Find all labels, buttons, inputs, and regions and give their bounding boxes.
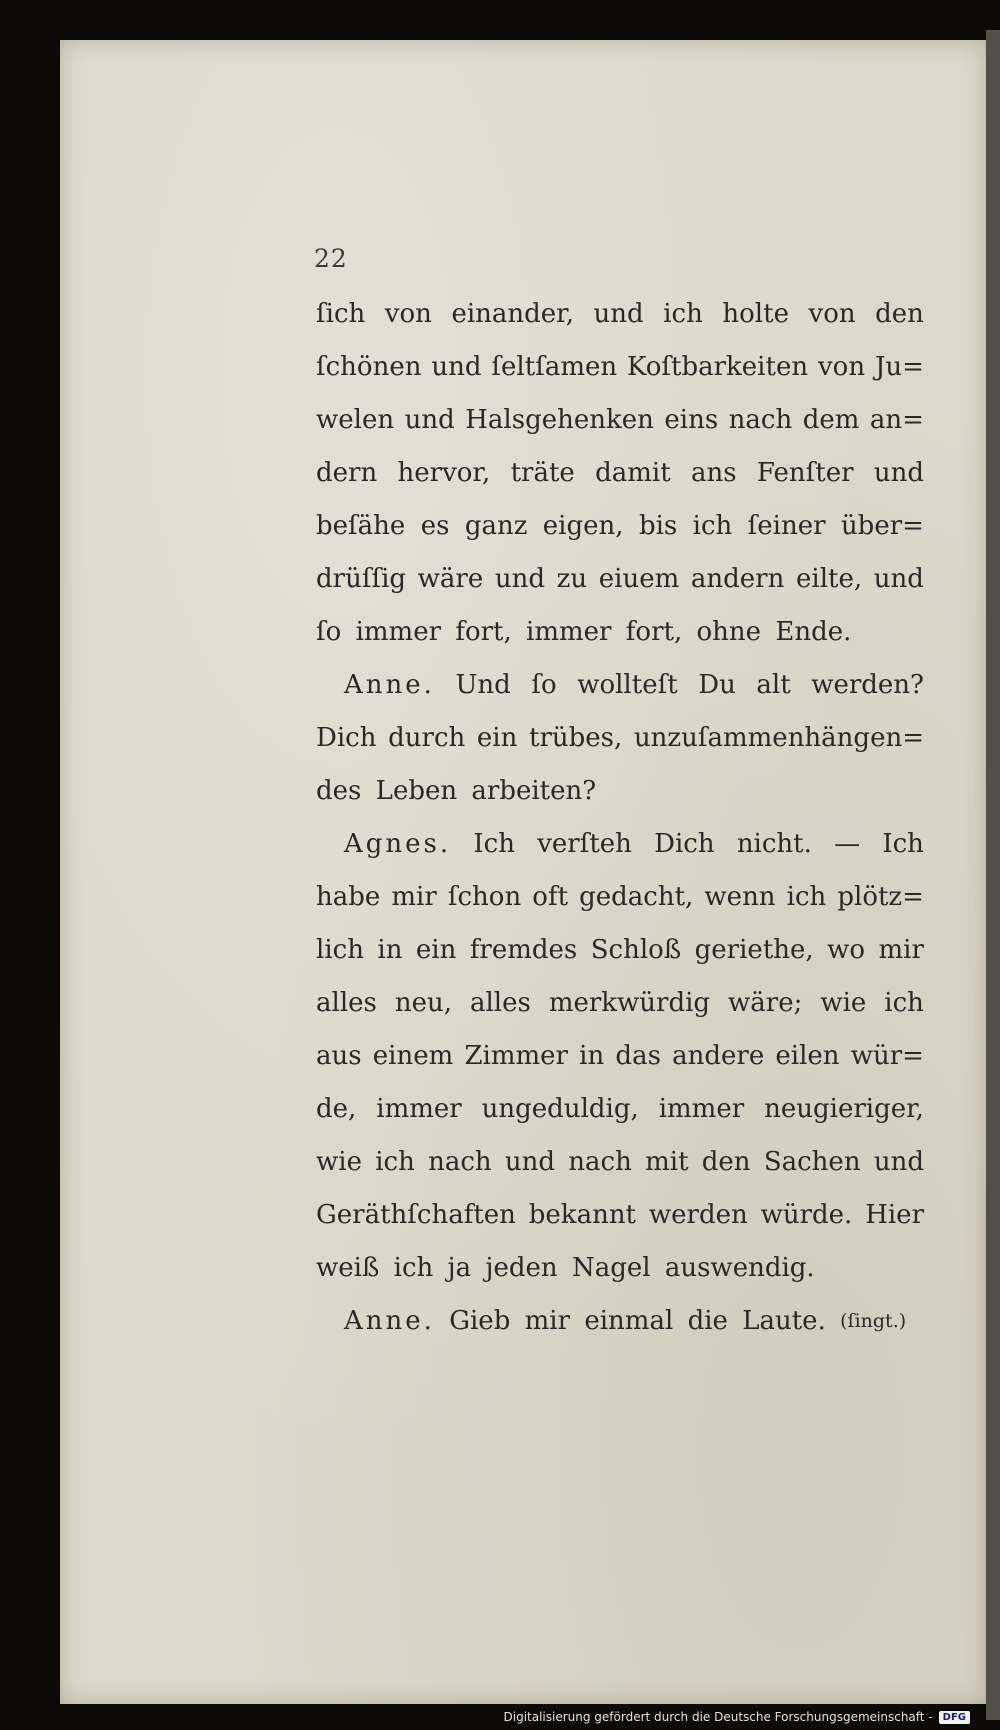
text-word: ein — [476, 723, 518, 753]
text-word: ſchönen — [316, 352, 422, 382]
text-word: gedacht, — [579, 882, 694, 912]
text-word: alt — [756, 670, 791, 700]
page-number: 22 — [314, 244, 348, 273]
text-word: Halsgehenken — [465, 405, 654, 435]
text-word: den — [875, 299, 924, 329]
text-word: geriethe, — [694, 935, 814, 965]
text-word: werden — [648, 1200, 748, 1230]
text-word: Agnes. — [344, 829, 452, 859]
text-word: alles — [469, 988, 531, 1018]
text-word: von — [384, 299, 432, 329]
text-word: lich — [316, 935, 364, 965]
scan-edge-strip — [986, 30, 1000, 1720]
text-word: habe — [316, 882, 381, 912]
text-word: durch — [388, 723, 466, 753]
text-word: ans — [691, 458, 737, 488]
text-word: ſo — [531, 670, 557, 700]
text-word: Gieb — [449, 1306, 511, 1336]
text-line — [316, 1189, 924, 1242]
text-word: das — [615, 1041, 661, 1071]
text-word: es — [420, 511, 450, 541]
text-line — [316, 341, 924, 394]
text-word: Ende. — [775, 617, 852, 647]
text-line — [316, 924, 924, 977]
text-word: eiuem — [598, 564, 680, 594]
text-word: und — [593, 299, 644, 329]
text-word: und — [404, 405, 455, 435]
text-word: immer — [526, 617, 612, 647]
text-word: würde. — [760, 1200, 853, 1230]
text-word: dern — [316, 458, 378, 488]
text-word: Schloß — [590, 935, 682, 965]
text-word: mir — [524, 1306, 571, 1336]
text-word: merkwürdig — [548, 988, 711, 1018]
text-word: verſteh — [537, 829, 632, 859]
text-word: einmal — [584, 1306, 674, 1336]
text-word: nach — [568, 1147, 632, 1177]
text-word: eigen, — [542, 511, 624, 541]
text-word: immer — [355, 617, 442, 647]
text-word: eilte, — [796, 564, 863, 594]
text-word: ungeduldig, — [481, 1094, 639, 1124]
text-word: des — [316, 776, 362, 806]
text-word: zu — [556, 564, 588, 594]
text-word: wollteſt — [577, 670, 678, 700]
text-word: ich — [393, 1253, 434, 1283]
text-word: fort, — [625, 617, 683, 647]
text-word: und — [494, 564, 546, 594]
text-word: und — [504, 1147, 556, 1177]
text-word: bis — [638, 511, 678, 541]
text-word: trübes, — [529, 723, 623, 753]
text-word: ich — [884, 988, 924, 1018]
text-word: alles — [316, 988, 377, 1018]
text-line — [316, 1136, 924, 1189]
text-line — [316, 765, 924, 818]
text-line — [316, 712, 924, 765]
text-word: Du — [698, 670, 736, 700]
text-line — [316, 1242, 924, 1295]
text-word: mir — [391, 882, 437, 912]
book-page — [60, 40, 986, 1704]
text-word: den — [701, 1147, 751, 1177]
text-word: ein — [415, 935, 457, 965]
text-line — [316, 659, 924, 712]
text-word: in — [377, 935, 403, 965]
digitization-footer — [504, 1710, 971, 1724]
text-line — [316, 1030, 924, 1083]
text-line — [316, 553, 924, 606]
text-word: wie — [820, 988, 867, 1018]
text-word: an= — [869, 405, 924, 435]
text-word: wie — [316, 1147, 362, 1177]
text-word: Und — [455, 670, 511, 700]
text-word: ſchon — [447, 882, 522, 912]
footer-credit: Digitalisierung gefördert durch die Deutsche Forschungsgemeinschaft - — [503, 1710, 933, 1724]
text-word: ſeltſamen — [491, 352, 618, 382]
text-word: fort, — [455, 617, 512, 647]
text-word: wo — [827, 935, 866, 965]
text-word: nach — [728, 405, 793, 435]
text-word: nicht. — [736, 829, 812, 859]
text-word: träte — [510, 458, 575, 488]
text-word: arbeiten? — [471, 776, 597, 806]
text-word: Nagel — [571, 1253, 651, 1283]
text-word: Leben — [375, 776, 458, 806]
text-word: und — [873, 1147, 924, 1177]
text-word: Anne. — [344, 1306, 435, 1336]
text-word: Dich — [316, 723, 377, 753]
text-word: Ju= — [874, 352, 924, 382]
text-line — [316, 871, 924, 924]
text-line — [316, 1295, 924, 1348]
text-word: wäre; — [728, 988, 803, 1018]
text-word: Koſtbarkeiten — [627, 352, 809, 382]
text-word: hervor, — [397, 458, 491, 488]
dfg-logo: DFG — [939, 1711, 970, 1724]
text-line — [316, 606, 924, 659]
text-word: ich — [786, 882, 827, 912]
text-word: dem — [802, 405, 860, 435]
text-word: immer — [376, 1094, 462, 1124]
text-word: drüſſig — [316, 564, 407, 594]
text-word: Zimmer — [464, 1041, 568, 1071]
text-word: (ſingt.) — [840, 1310, 907, 1332]
text-word: welen — [316, 405, 395, 435]
text-word: in — [579, 1041, 605, 1071]
text-word: Anne. — [344, 670, 435, 700]
text-word: holte — [722, 299, 789, 329]
text-word: damit — [595, 458, 671, 488]
text-line — [316, 977, 924, 1030]
text-word: weiß — [316, 1253, 380, 1283]
text-word: de, — [316, 1094, 357, 1124]
text-word: neugieriger, — [764, 1094, 924, 1124]
text-word: aus — [316, 1041, 362, 1071]
text-word: wür= — [850, 1041, 924, 1071]
text-word: eins — [664, 405, 719, 435]
text-word: die — [687, 1306, 728, 1336]
text-word: von — [817, 352, 866, 382]
body-text — [316, 288, 924, 1348]
text-word: und — [873, 458, 924, 488]
text-word: andere — [672, 1041, 765, 1071]
text-word: mir — [878, 935, 924, 965]
text-word: ſich — [316, 299, 366, 329]
text-word: auswendig. — [664, 1253, 815, 1283]
text-word: ich — [663, 299, 703, 329]
text-word: Dich — [654, 829, 715, 859]
text-word: ſeiner — [747, 511, 826, 541]
text-line — [316, 818, 924, 871]
text-word: einem — [372, 1041, 454, 1071]
text-word: werden? — [811, 670, 924, 700]
text-word: unzuſammenhängen= — [633, 723, 924, 753]
text-line — [316, 500, 924, 553]
text-word: jeden — [485, 1253, 558, 1283]
text-word: über= — [840, 511, 924, 541]
text-word: andern — [690, 564, 785, 594]
text-word: Geräthſchaften — [316, 1200, 516, 1230]
text-word: neu, — [394, 988, 452, 1018]
text-word: plötz= — [837, 882, 924, 912]
text-word: nach — [428, 1147, 492, 1177]
text-line — [316, 1083, 924, 1136]
text-word: Hier — [865, 1200, 924, 1230]
text-word: von — [808, 299, 856, 329]
text-line — [316, 447, 924, 500]
text-word: ſo — [316, 617, 342, 647]
text-word: eilen — [775, 1041, 840, 1071]
text-word: Laute. — [742, 1306, 826, 1336]
text-word: fremdes — [469, 935, 578, 965]
text-word: ja — [447, 1253, 472, 1283]
text-line — [316, 394, 924, 447]
text-word: wäre — [417, 564, 484, 594]
text-word: — — [834, 829, 861, 859]
text-word: ohne — [696, 617, 762, 647]
text-word: und — [873, 564, 924, 594]
text-word: mit — [645, 1147, 689, 1177]
text-word: und — [431, 352, 482, 382]
text-word: beſähe — [316, 511, 406, 541]
text-word: ganz — [464, 511, 528, 541]
text-word: oft — [532, 882, 569, 912]
text-word: Sachen — [763, 1147, 861, 1177]
text-line — [316, 288, 924, 341]
text-word: bekannt — [528, 1200, 637, 1230]
text-word: ich — [692, 511, 733, 541]
text-word: Ich — [882, 829, 924, 859]
text-word: Ich — [473, 829, 515, 859]
text-word: Fenſter — [756, 458, 854, 488]
text-word: immer — [658, 1094, 745, 1124]
text-word: einander, — [451, 299, 574, 329]
text-word: wenn — [704, 882, 776, 912]
text-word: ich — [375, 1147, 415, 1177]
